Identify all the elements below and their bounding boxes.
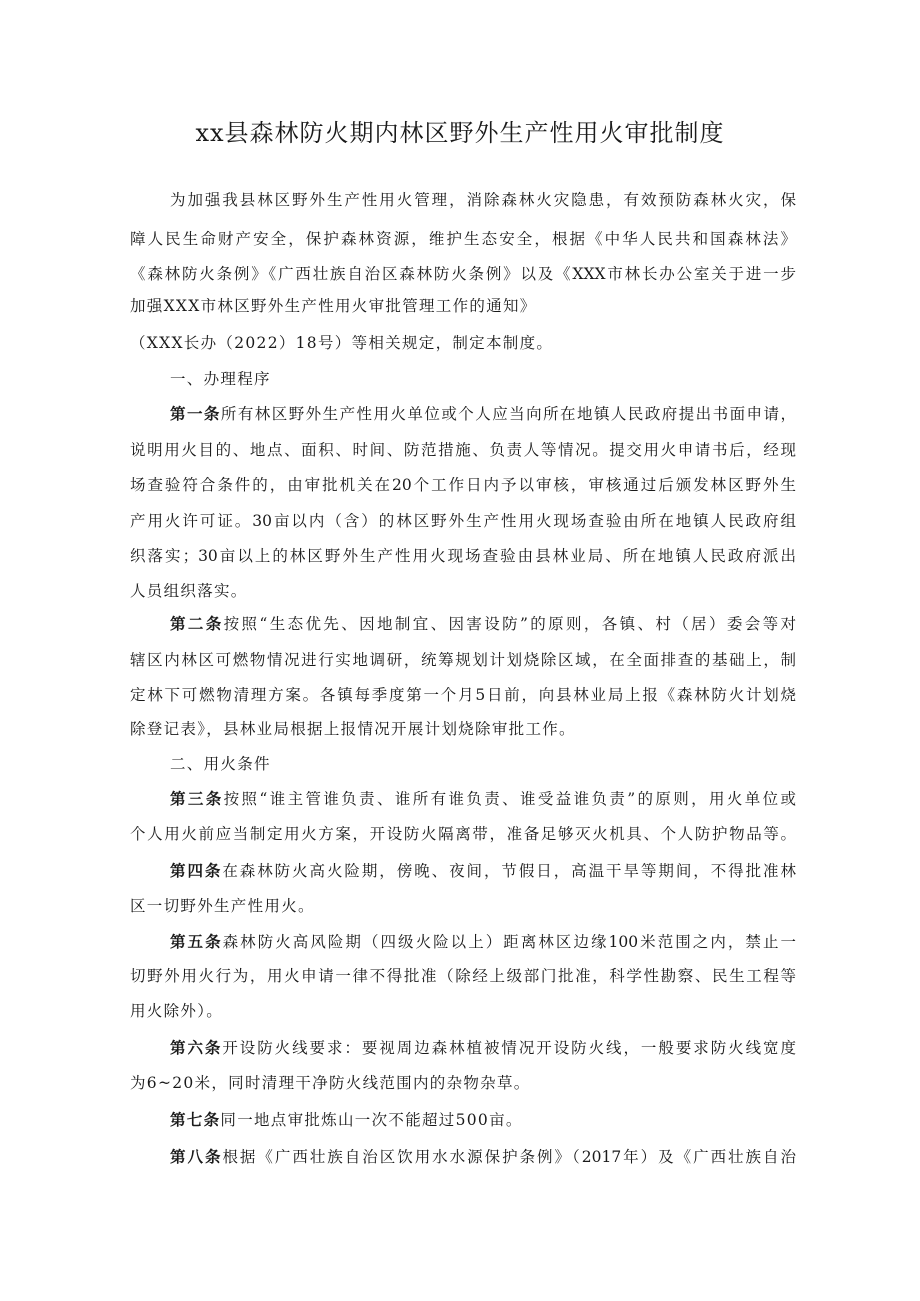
article-8-line: 第八条根据《广西壮族自治区饮用水水源保护条例》（2017年）及《广西壮族自治 [170, 1147, 796, 1166]
article-2-line: 辖区内林区可燃物情况进行实地调研，统筹规划计划烧除区域，在全面排查的基础上，制 [130, 651, 796, 669]
article-1-head: 第一条 [170, 404, 221, 423]
article-3-line: 个人用火前应当制定用火方案，开设防火隔离带，准备足够灭火机具、个人防护物品等。 [130, 825, 796, 843]
intro-line: 障人民生命财产安全，保护森林资源，维护生态安全，根据《中华人民共和国森林法》 [130, 230, 796, 248]
article-3-head: 第三条 [170, 789, 224, 808]
intro-line: 加强XXX市林区野外生产性用火审批管理工作的通知》 [130, 297, 537, 315]
article-1-line: 场查验符合条件的，由审批机关在20个工作日内予以审核，审核通过后颁发林区野外生 [130, 476, 796, 494]
article-5-head: 第五条 [170, 932, 223, 951]
article-2-line: 除登记表》，县林业局根据上报情况开展计划烧除审批工作。 [130, 720, 576, 738]
article-4-line: 区一切野外生产性用火。 [130, 897, 315, 915]
article-6-line: 为6~20米，同时清理干净防火线范围内的杂物杂草。 [130, 1074, 531, 1092]
document-title: xx县森林防火期内林区野外生产性用火审批制度 [195, 119, 725, 147]
intro-line: 《森林防火条例》《广西壮族自治区森林防火条例》以及《XXX市林长办公室关于进一步 [130, 265, 796, 283]
article-1-line: 说明用火目的、地点、面积、时间、防范措施、负责人等情况。提交用火申请书后，经现 [130, 441, 796, 459]
article-5-line: 第五条森林防火高风险期（四级火险以上）距离林区边缘100米范围之内，禁止一 [170, 932, 796, 951]
article-4-head: 第四条 [170, 861, 223, 880]
article-5-line: 用火除外）。 [130, 1002, 224, 1020]
article-7-line: 第七条同一地点审批炼山一次不能超过500亩。 [170, 1110, 523, 1129]
article-2-line: 第二条按照“生态优先、因地制宜、因害设防”的原则，各镇、村（居）委会等对 [170, 614, 796, 633]
article-1-line: 产用火许可证。30亩以内（含）的林区野外生产性用火现场查验由所在地镇人民政府组 [130, 512, 796, 530]
article-2-head: 第二条 [170, 614, 224, 633]
article-1-line: 第一条所有林区野外生产性用火单位或个人应当向所在地镇人民政府提出书面申请， [170, 404, 796, 423]
article-8-head: 第八条 [170, 1147, 223, 1166]
article-1-line: 织落实；30亩以上的林区野外生产性用火现场查验由县林业局、所在地镇人民政府派出 [130, 547, 796, 565]
article-6-head: 第六条 [170, 1038, 223, 1057]
article-2-line: 定林下可燃物清理方案。各镇每季度第一个月5日前，向县林业局上报《森林防火计划烧 [130, 686, 796, 704]
intro-line: （XXX长办（2022）18号）等相关规定，制定本制度。 [130, 334, 554, 352]
article-5-line: 切野外用火行为，用火申请一律不得批准（除经上级部门批准，科学性勘察、民生工程等 [130, 967, 796, 985]
article-7-head: 第七条 [170, 1110, 221, 1129]
intro-line: 为加强我县林区野外生产性用火管理，消除森林火灾隐患，有效预防森林火灾，保 [170, 191, 796, 209]
article-4-line: 第四条在森林防火高火险期，傍晚、夜间，节假日，高温干旱等期间，不得批准林 [170, 861, 796, 880]
article-6-line: 第六条开设防火线要求：要视周边森林植被情况开设防火线，一般要求防火线宽度 [170, 1038, 796, 1057]
section-heading: 一、办理程序 [170, 370, 271, 388]
article-1-line: 人员组织落实。 [130, 582, 248, 600]
article-3-line: 第三条按照“谁主管谁负责、谁所有谁负责、谁受益谁负责”的原则，用火单位或 [170, 789, 796, 808]
section-heading: 二、用火条件 [170, 755, 271, 773]
